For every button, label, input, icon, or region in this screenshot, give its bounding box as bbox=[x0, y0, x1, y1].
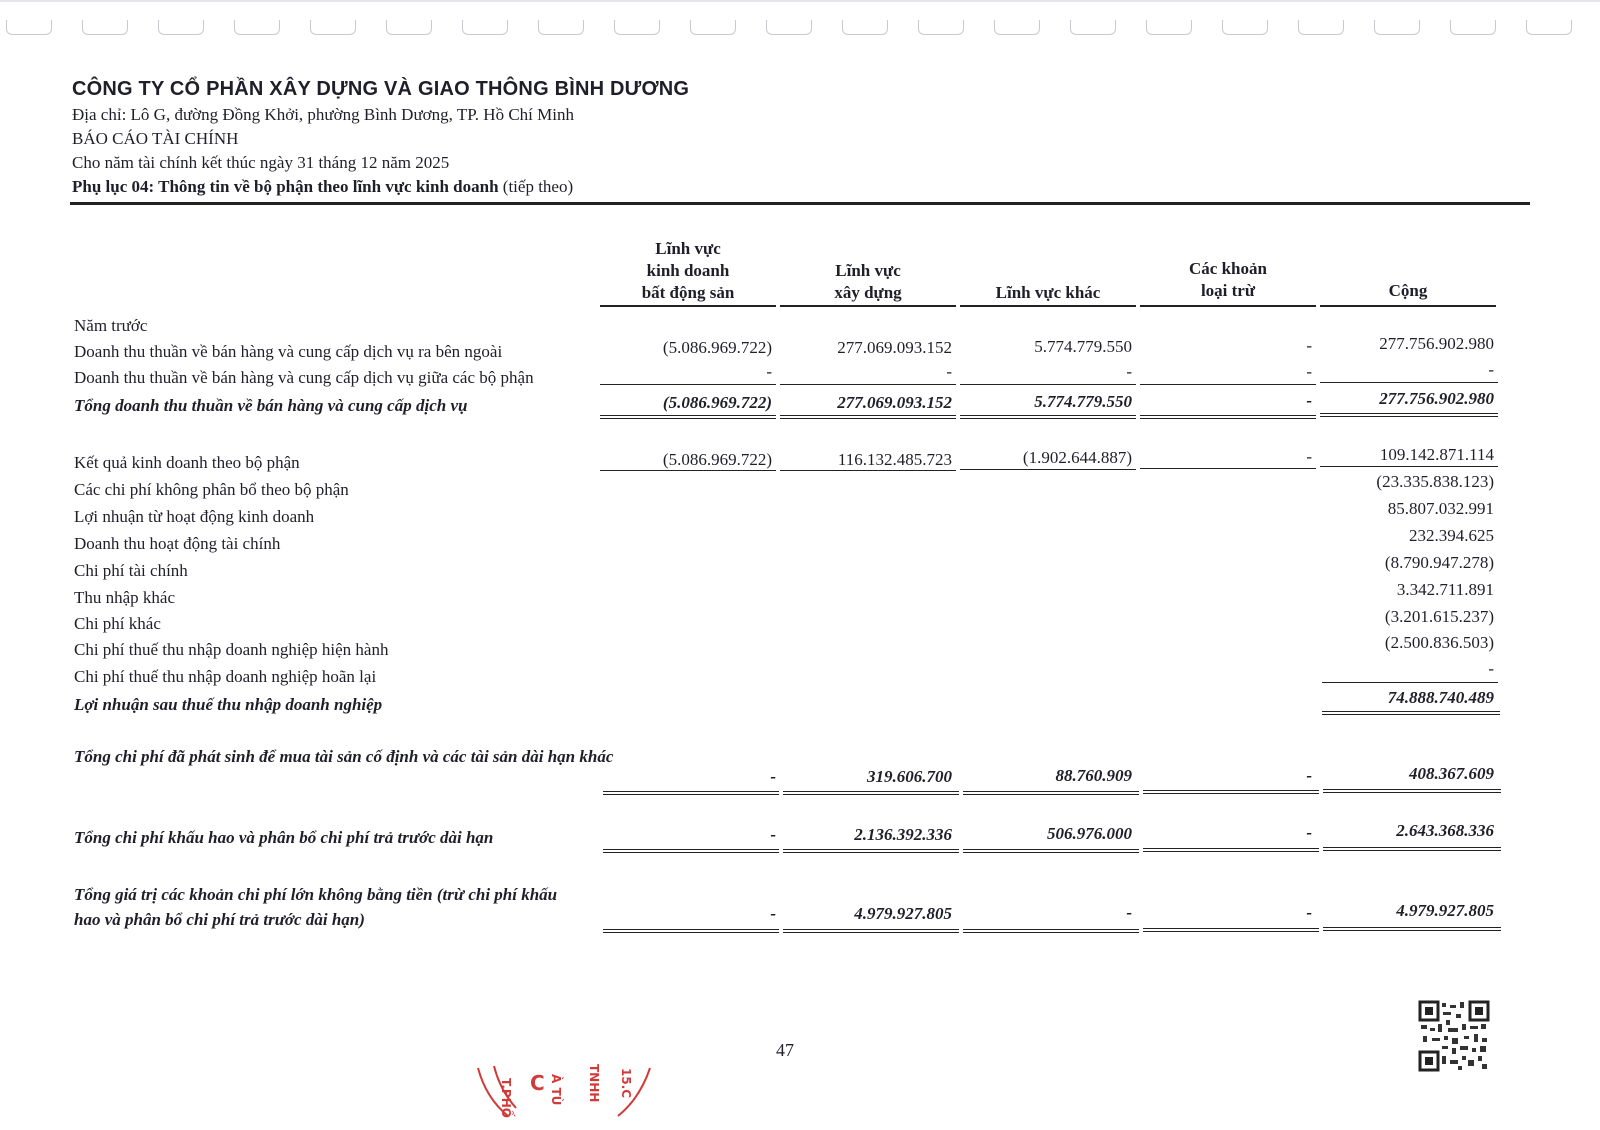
binder-hole bbox=[1450, 20, 1496, 35]
total-double-line bbox=[1323, 927, 1501, 931]
total-double-line bbox=[1143, 790, 1319, 794]
svg-text:À TÙ: À TÙ bbox=[549, 1074, 563, 1106]
row-label: Tổng giá trị các khoản chi phí lớn không bằng tiền (trừ chi phí khấu hao và phân bổ chi phí trả trước dài hạn) bbox=[74, 885, 558, 929]
total-double-line bbox=[1320, 413, 1498, 417]
section-prior-year: Năm trước bbox=[74, 316, 148, 335]
binder-holes bbox=[0, 14, 1600, 44]
total-double-line bbox=[783, 791, 959, 795]
binder-hole bbox=[234, 20, 280, 35]
col1-line1: Lĩnh vực bbox=[655, 239, 721, 258]
subtotal-line bbox=[780, 384, 956, 385]
appendix-title bbox=[72, 177, 689, 197]
binder-hole bbox=[158, 20, 204, 35]
row-label: Tổng doanh thu thuần về bán hàng và cung cấp dịch vụ bbox=[74, 396, 468, 415]
col-header-total bbox=[1320, 280, 1496, 302]
cell-value: 2.643.368.336 bbox=[1396, 821, 1494, 840]
col1-line2: kinh doanh bbox=[646, 261, 730, 280]
cell-value: 88.760.909 bbox=[1055, 766, 1132, 785]
cell-value: - bbox=[770, 904, 776, 923]
total-double-line bbox=[1143, 848, 1319, 852]
total-double-line bbox=[1143, 928, 1319, 932]
cell-value: (23.335.838.123) bbox=[1376, 472, 1494, 491]
col3-line1: Lĩnh vực khác bbox=[995, 283, 1101, 302]
cell-value: - bbox=[1126, 903, 1132, 922]
row-label: Doanh thu thuần về bán hàng và cung cấp dịch vụ giữa các bộ phận bbox=[74, 368, 534, 387]
row-label: Thu nhập khác bbox=[74, 588, 176, 607]
row-underline bbox=[1320, 466, 1498, 467]
cell-value: 5.774.779.550 bbox=[1034, 392, 1132, 411]
cell-value: - bbox=[1306, 336, 1312, 355]
row-label: Kết quả kinh doanh theo bộ phận bbox=[74, 453, 300, 472]
qr-code-icon bbox=[1418, 1000, 1490, 1072]
binder-hole bbox=[462, 20, 508, 35]
binder-hole bbox=[82, 20, 128, 35]
document-header bbox=[72, 78, 689, 197]
cell-value: (5.086.969.722) bbox=[662, 393, 772, 412]
binder-hole bbox=[386, 20, 432, 35]
binder-hole bbox=[6, 20, 52, 35]
col4-line1: Các khoản bbox=[1189, 259, 1267, 278]
binder-hole bbox=[1526, 20, 1572, 35]
cell-value: - bbox=[1306, 391, 1312, 410]
total-double-line bbox=[963, 849, 1139, 853]
cell-value: - bbox=[1306, 766, 1312, 785]
binder-hole bbox=[1374, 20, 1420, 35]
total-double-line bbox=[1322, 711, 1500, 715]
binder-hole bbox=[690, 20, 736, 35]
binder-hole bbox=[842, 20, 888, 35]
total-double-line bbox=[783, 929, 959, 933]
cell-value: 3.342.711.891 bbox=[1396, 580, 1494, 599]
page-number: 47 bbox=[776, 1040, 794, 1060]
cell-value: - bbox=[1306, 362, 1312, 381]
header-rule bbox=[70, 202, 1530, 205]
report-title: BÁO CÁO TÀI CHÍNH bbox=[72, 129, 239, 148]
cell-value: 506.976.000 bbox=[1047, 824, 1132, 843]
cell-value: 85.807.032.991 bbox=[1387, 499, 1494, 518]
report-period: Cho năm tài chính kết thúc ngày 31 tháng 12 năm 2025 bbox=[72, 153, 450, 172]
col3-underline bbox=[960, 305, 1136, 307]
cell-value: (1.902.644.887) bbox=[1022, 448, 1132, 467]
row-label: Chi phí tài chính bbox=[74, 561, 188, 580]
col-header-eliminations bbox=[1140, 258, 1316, 302]
row-label: Doanh thu hoạt động tài chính bbox=[74, 534, 281, 553]
subtotal-line bbox=[600, 384, 776, 385]
appendix-title-suffix: (tiếp theo) bbox=[498, 177, 574, 196]
cell-value: 277.069.093.152 bbox=[837, 393, 952, 412]
row-label: Tổng chi phí đã phát sinh để mua tài sản cố định và các tài sản dài hạn khác bbox=[74, 747, 614, 766]
col5-line1: Cộng bbox=[1388, 281, 1428, 300]
cell-value: 74.888.740.489 bbox=[1387, 688, 1494, 707]
col2-line1: Lĩnh vực bbox=[835, 261, 901, 280]
total-double-line bbox=[963, 929, 1139, 933]
scan-edge bbox=[0, 0, 1600, 2]
subtotal-line bbox=[1320, 382, 1498, 383]
cell-value: 116.132.485.723 bbox=[837, 450, 952, 469]
col1-underline bbox=[600, 305, 776, 307]
row-underline bbox=[600, 470, 776, 471]
svg-text:C: C bbox=[530, 1071, 545, 1095]
total-double-line bbox=[780, 415, 956, 419]
binder-hole bbox=[614, 20, 660, 35]
total-double-line bbox=[1323, 847, 1501, 851]
col-header-other bbox=[960, 282, 1136, 304]
cell-value: - bbox=[946, 362, 952, 381]
cell-value: 4.979.927.805 bbox=[854, 904, 952, 923]
row-label: Lợi nhuận từ hoạt động kinh doanh bbox=[74, 507, 315, 526]
total-double-line bbox=[1140, 415, 1316, 419]
cell-value: - bbox=[1488, 360, 1494, 379]
cell-value: 109.142.871.114 bbox=[1379, 445, 1494, 464]
row-underline bbox=[960, 469, 1136, 470]
row-label: Tổng chi phí khấu hao và phân bổ chi phí trả trước dài hạn bbox=[74, 828, 494, 847]
col2-underline bbox=[780, 305, 956, 307]
total-double-line bbox=[603, 929, 779, 933]
cell-value: 277.756.902.980 bbox=[1379, 334, 1494, 353]
row-label: Lợi nhuận sau thuế thu nhập doanh nghiệp bbox=[74, 695, 383, 714]
cell-value: 319.606.700 bbox=[867, 767, 952, 786]
cell-value: 408.367.609 bbox=[1409, 764, 1494, 783]
cell-value: - bbox=[1488, 659, 1494, 678]
total-double-line bbox=[963, 791, 1139, 795]
binder-hole bbox=[538, 20, 584, 35]
cell-value: (5.086.969.722) bbox=[662, 338, 772, 357]
cell-value: - bbox=[770, 825, 776, 844]
col-header-real-estate bbox=[600, 238, 776, 304]
cell-value: 4.979.927.805 bbox=[1396, 901, 1494, 920]
binder-hole bbox=[1070, 20, 1116, 35]
binder-hole bbox=[766, 20, 812, 35]
cell-value: 232.394.625 bbox=[1409, 526, 1494, 545]
binder-hole bbox=[918, 20, 964, 35]
cell-value: 5.774.779.550 bbox=[1034, 337, 1132, 356]
cell-value: - bbox=[1306, 823, 1312, 842]
subtotal-line bbox=[1322, 682, 1498, 683]
cell-value: - bbox=[1306, 903, 1312, 922]
cell-value: (8.790.947.278) bbox=[1384, 553, 1494, 572]
cell-value: - bbox=[1126, 362, 1132, 381]
row-underline bbox=[1140, 468, 1316, 469]
subtotal-line bbox=[960, 384, 1136, 385]
svg-text:15.C: 15.C bbox=[619, 1068, 633, 1099]
total-double-line bbox=[1323, 789, 1501, 793]
total-double-line bbox=[960, 415, 1136, 419]
binder-hole bbox=[1298, 20, 1344, 35]
total-double-line bbox=[603, 791, 779, 795]
cell-value: (2.500.836.503) bbox=[1384, 633, 1494, 652]
row-label: Các chi phí không phân bổ theo bộ phận bbox=[74, 480, 349, 499]
col2-line2: xây dựng bbox=[834, 283, 902, 302]
company-address: Địa chỉ: Lô G, đường Đồng Khởi, phường Bình Dương, TP. Hồ Chí Minh bbox=[72, 105, 574, 124]
binder-hole bbox=[1222, 20, 1268, 35]
col-header-construction bbox=[780, 260, 956, 304]
cell-value: - bbox=[770, 767, 776, 786]
cell-value: 277.069.093.152 bbox=[837, 338, 952, 357]
binder-hole bbox=[310, 20, 356, 35]
total-double-line bbox=[600, 415, 776, 419]
total-double-line bbox=[783, 849, 959, 853]
col5-underline bbox=[1320, 305, 1496, 307]
svg-text:T.PHỐ: T.PHỐ bbox=[499, 1078, 513, 1118]
cell-value: (5.086.969.722) bbox=[662, 450, 772, 469]
row-label: Chi phí khác bbox=[74, 614, 161, 633]
company-name: CÔNG TY CỔ PHẦN XÂY DỰNG VÀ GIAO THÔNG BÌNH DƯƠNG bbox=[72, 78, 690, 100]
cell-value: - bbox=[766, 362, 772, 381]
svg-text:TNHH: TNHH bbox=[587, 1064, 601, 1103]
cell-value: - bbox=[1306, 447, 1312, 466]
total-double-line bbox=[603, 849, 779, 853]
binder-hole bbox=[994, 20, 1040, 35]
row-underline bbox=[780, 470, 956, 471]
col1-line3: bất động sản bbox=[641, 283, 735, 302]
company-stamp-fragment bbox=[468, 1058, 678, 1118]
cell-value: 2.136.392.336 bbox=[854, 825, 952, 844]
cell-value: (3.201.615.237) bbox=[1384, 607, 1494, 626]
row-label: Doanh thu thuần về bán hàng và cung cấp dịch vụ ra bên ngoài bbox=[74, 342, 503, 361]
row-label: Chi phí thuế thu nhập doanh nghiệp hiện hành bbox=[74, 640, 389, 659]
cell-value: 277.756.902.980 bbox=[1379, 389, 1494, 408]
appendix-title-main: Phụ lục 04: Thông tin về bộ phận theo lĩnh vực kinh doanh bbox=[72, 177, 499, 196]
subtotal-line bbox=[1140, 384, 1316, 385]
binder-hole bbox=[1146, 20, 1192, 35]
col4-underline bbox=[1140, 305, 1316, 307]
row-label: Chi phí thuế thu nhập doanh nghiệp hoãn lại bbox=[74, 667, 377, 686]
col4-line2: loại trừ bbox=[1200, 281, 1256, 300]
